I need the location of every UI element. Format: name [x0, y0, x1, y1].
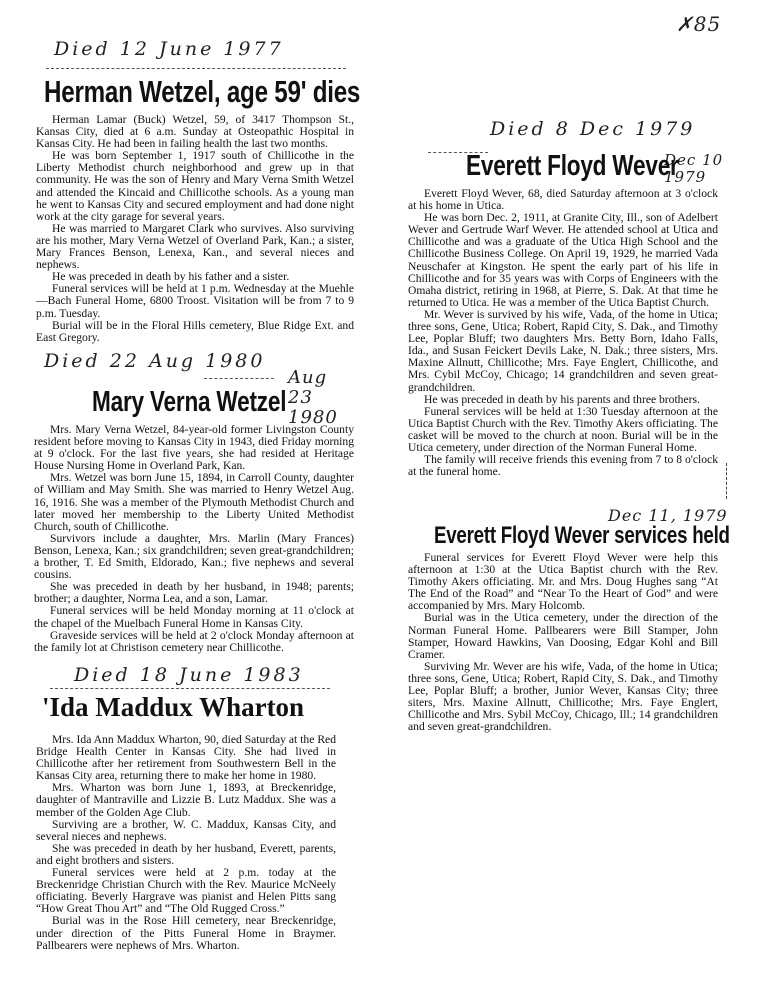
paragraph: Mrs. Ida Ann Maddux Wharton, 90, died Saturday at the Red Bridge Health Center in Kansas City. She had lived in Chillicothe after her retirement from Southwestern Bell in the Kansas City area, returning there to make her home in 1980. [36, 733, 336, 783]
paragraph: Burial will be in the Floral Hills cemetery, Blue Ridge Ext. and East Gregory. [36, 318, 354, 344]
paragraph: Funeral services will be held at 1:30 Tuesday afternoon at the Utica Baptist Church with the Rev. Timothy Akers officiating. The casket will be moved to the church at noon. Burial will be in the Utica cemetery, under direction of the Norman Funeral Home. [408, 404, 718, 454]
paragraph: The family will receive friends this evening from 7 to 8 o'clock at the funeral home. [408, 453, 718, 479]
handwritten-date: Dec 11, 1979 [608, 506, 728, 525]
paragraph: Burial was in the Rose Hill cemetery, near Breckenridge, under direction of the Pitts Funeral Home in Braymer. Pallbearers were nephews of Mrs. Wharton. [36, 914, 336, 952]
paragraph: He was married to Margaret Clark who survives. Also surviving are his mother, Mary Verna Wetzel of Overland Park, Kan.; a sister, Mary Frances Benson, Lenexa, Kan., and several nieces and nephews. [36, 221, 354, 272]
article-body [36, 114, 354, 344]
paragraph: Funeral services for Everett Floyd Wever were help this afternoon at 1:30 at the Utica Baptist church with the Rev. Timothy Akers officiating. Mr. and Mrs. Doug Hughes sang “At The End of the Road” and “Near To the Heart of God” and were accompanied by Mrs. Mary Holcomb. [408, 551, 718, 613]
handwritten-date: Died 12 June 1977 [54, 38, 284, 60]
divider [46, 68, 346, 69]
paragraph: Survivors include a daughter, Mrs. Marlin (Mary Frances) Benson, Lenexa, Kan.; six grandchildren; seven great-grandchildren; a brother, T. Ed Smith, Eldorado, Kan.; five nephews and several cousins. [34, 531, 354, 582]
side-note: Aug 23 1980 [288, 367, 338, 428]
paragraph: Funeral services will be held Monday morning at 11 o'clock at the chapel of the Muelbach Funeral Home in Kansas City. [34, 604, 354, 630]
paragraph: He was preceded in death by his parents and three brothers. [424, 392, 700, 406]
paragraph: Mrs. Wetzel was born June 15, 1894, in Carroll County, daughter of William and May Smith. She was married to Henry Wetzel Aug. 16, 1916. She was a member of the Plymouth Methodist Church and later moved her membership to the Liberty United Methodist Church, south of Chillicothe. [34, 471, 354, 533]
paragraph: He was born September 1, 1917 south of Chillicothe in the Liberty Methodist church neighborhood and grew up in that community. He was the son of Henry and Mary Verna Smith Wetzel and attended the Kincaid and Chillicothe schools. As a young man he went to Kansas City and secured employment and had done night work at the city garage for several years. [36, 149, 354, 223]
divider [50, 688, 330, 689]
paragraph: She was preceded in death by her husband, in 1948; parents; brother; a daughter, Norma Lea, and a son, Lamar. [34, 580, 354, 606]
page-annotation: ✗85 [676, 12, 722, 36]
side-note: Dec 10 1979 [664, 151, 724, 186]
article-body [408, 552, 718, 733]
headline: 'Ida Maddux Wharton [42, 692, 305, 722]
paragraph: He was preceded in death by his father and a sister. [52, 270, 290, 284]
article-body [34, 424, 354, 654]
handwritten-date: Died 8 Dec 1979 [490, 118, 696, 140]
headline: Herman Wetzel, age 59' dies [44, 74, 361, 109]
paragraph: Funeral services will be held at 1 p.m. Wednesday at the Muehle—Bach Funeral Home, 6800 Troost. Visitation will be from 7 to 9 p.m. Tuesday. [36, 282, 354, 320]
headline: Everett Floyd Wever services held [434, 522, 730, 549]
paragraph: Graveside services will be held at 2 o'clock Monday afternoon at the family lot at Christison cemetery near Chillicothe. [34, 628, 354, 654]
paragraph: Burial was in the Utica cemetery, under the direction of the Norman Funeral Home. Pallbearers were Bill Stamper, John Stamper, Howard Hawkins, Van Doosing, Edgar Kohl and Bill Cramer. [408, 611, 718, 661]
headline: Mary Verna Wetzel [92, 386, 287, 418]
paragraph: Herman Lamar (Buck) Wetzel, 59, of 3417 Thompson St., Kansas City, died at 6 a.m. Sunday at Osteopathic Hospital in Kansas City. He had been in failing health the last two months. [36, 113, 354, 151]
paragraph: Everett Floyd Wever, 68, died Saturday afternoon at 3 o'clock at his home in Utica. [408, 187, 718, 213]
paragraph: Mr. Wever is survived by his wife, Vada, of the home in Utica; three sons, Gene, Utica; Robert, Rapid City, S. Dak., and Timothy Lee, Poplar Bluff; two daughters Mrs. Betty Born, Idaho Falls, Ida., and Susan Feickert Devils Lake, N. Dak.; three sisters, Mrs. Maxine Allnutt, Chillicothe; Mrs. Faye Englert, Chillicothe, and Mrs. Cybil McCoy, Chicago; 14 grandchildren and seven great-grandchildren. [408, 307, 718, 394]
divider [204, 378, 274, 379]
paragraph: Mrs. Mary Verna Wetzel, 84-year-old former Livingston County resident before moving to Kansas City in 1943, died Friday morning at 9 o'clock. For the last five years, she had resided at Heritage House Nursing Home in Overland Park, Kan. [34, 423, 354, 473]
handwritten-date: Died 18 June 1983 [74, 664, 304, 686]
handwritten-date: Died 22 Aug 1980 [44, 350, 266, 372]
paragraph: She was preceded in death by her husband, Everett, parents, and eight brothers and sisters. [36, 841, 336, 867]
paragraph: Funeral services were held at 2 p.m. today at the Breckenridge Christian Church with the Rev. Maurice McNeely officiating. Beverly Hargrave was pianist and Helen Pitts sang “How Great Thou Art” and “The Old Rugged Cross.” [36, 866, 336, 916]
paragraph: Mrs. Wharton was born June 1, 1893, at Breckenridge, daughter of Mantraville and Lizzie B. Lutz Maddux. She was a member of the Golden Age Club. [36, 781, 336, 819]
article-body [36, 734, 336, 952]
paragraph: Surviving Mr. Wever are his wife, Vada, of the home in Utica; three sons, Gene, Utica; Robert, Rapid City, S. Dak., and Timothy Lee, Poplar Bluff; a brother, Junior Wever, Kansas City; three siters, Mrs. Maxine Allnutt, Chillicothe; Mrs. Faye Englert, Chillicothe and Mrs. Sybil McCoy, Chicago, Ill.; 14 grandchildren and seven great-grandchildren. [408, 659, 718, 734]
clipping-edge [726, 463, 727, 499]
paragraph: Surviving are a brother, W. C. Maddux, Kansas City, and several nieces and nephews. [36, 817, 336, 843]
paragraph: He was born Dec. 2, 1911, at Granite City, Ill., son of Adelbert Wever and Gertrude Warf Wever. He attended school at Utica and Chillicothe and was a graduate of the Utica High School and the Chillicothe Business College. On April 19, 1929, he married Vada Neuschafer at Kingston. He spent the early part of his life in Chillicothe and for 35 years was with Corps of Engineers with the Omaha district, retiring in 1968, at Pierre, S. Dak. At that time he returned to Utica. He was a member of the Utica Baptist Church. [408, 211, 718, 309]
headline: Everett Floyd Wever [466, 150, 679, 182]
article-body [408, 188, 718, 478]
